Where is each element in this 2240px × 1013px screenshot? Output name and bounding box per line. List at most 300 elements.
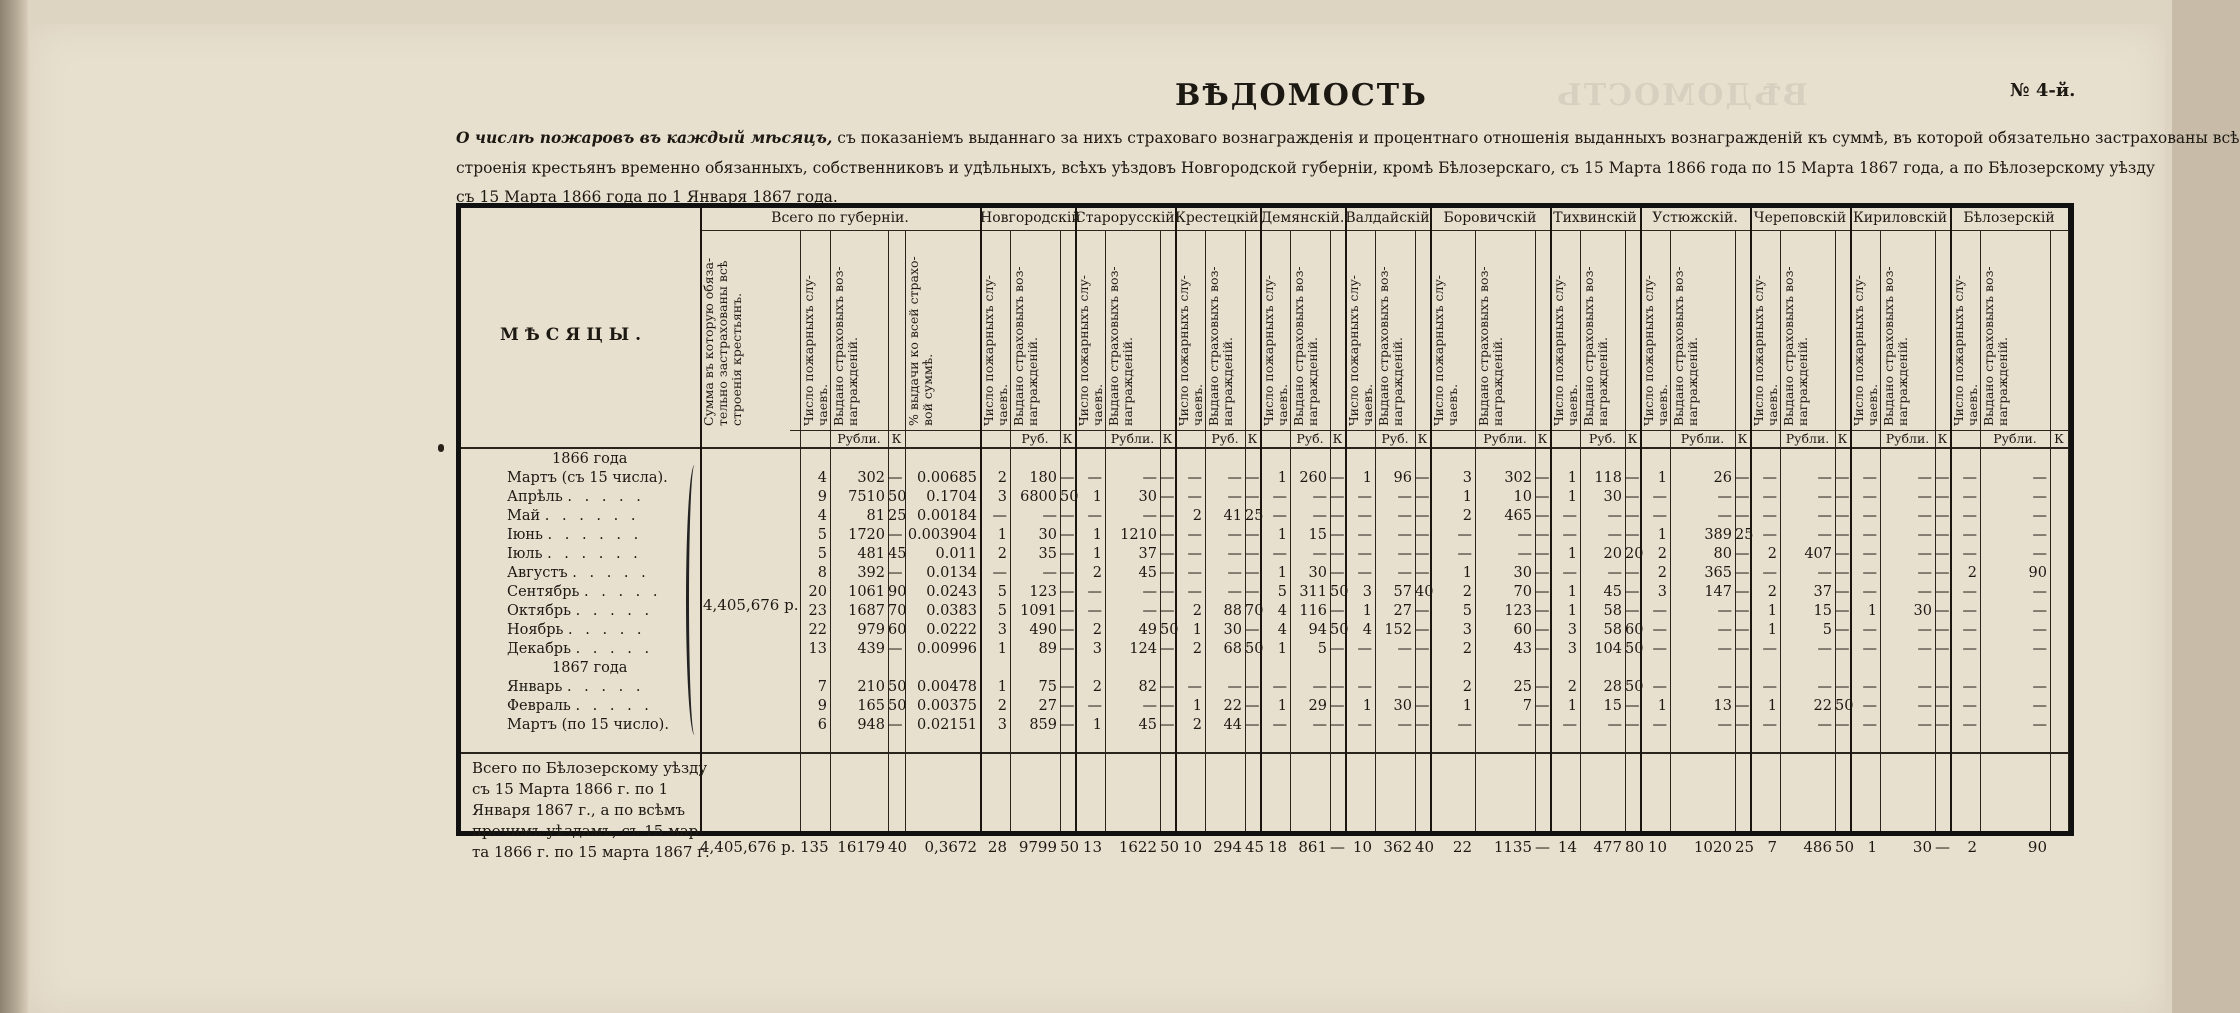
table-cell: —: [1312, 679, 1327, 695]
table-cell: 50: [888, 698, 907, 714]
table-cell: 1: [997, 527, 1007, 543]
table-cell: 260: [1299, 470, 1327, 486]
table-cell: —: [1272, 546, 1287, 562]
table-cell: 2: [1657, 546, 1667, 562]
months-column-header: МѢСЯЦЫ.: [500, 325, 648, 345]
table-cell: 0.011: [935, 546, 977, 562]
table-cell: 45: [1603, 584, 1622, 600]
table-cell: 45: [888, 546, 907, 562]
table-cell: —: [1935, 470, 1950, 486]
subtitle-line-1-text: съ показаніемъ выданнаго за нихъ страховаго вознагражденія и процентнаго отношенія выданныхъ вознагражденій къ суммѣ, въ которой обязательно застрахованы всѣ: [837, 129, 2240, 147]
table-cell: 30: [1138, 489, 1157, 505]
table-cell: —: [1817, 489, 1832, 505]
table-cell: —: [1357, 489, 1372, 505]
total-cell: 22: [1452, 838, 1472, 856]
total-cell: 30: [1912, 838, 1932, 856]
table-cell: 104: [1594, 641, 1622, 657]
table-cell: 68: [1223, 641, 1242, 657]
table-cell: 15: [1603, 698, 1622, 714]
table-cell: —: [1060, 622, 1075, 638]
table-cell: 1: [1567, 489, 1577, 505]
table-cell: 30: [1393, 698, 1412, 714]
table-cell: —: [1160, 603, 1175, 619]
table-cell: —: [1735, 641, 1750, 657]
table-cell: —: [1357, 641, 1372, 657]
table-cell: —: [1330, 603, 1345, 619]
table-cell: —: [2032, 641, 2047, 657]
table-cell: —: [1415, 470, 1430, 486]
table-cell: —: [1862, 565, 1877, 581]
table-cell: —: [1817, 527, 1832, 543]
table-cell: 1: [997, 679, 1007, 695]
table-cell: 50: [1835, 698, 1854, 714]
table-cell: —: [1862, 717, 1877, 733]
table-cell: —: [1735, 508, 1750, 524]
table-cell: —: [1060, 698, 1075, 714]
table-cell: 3: [1462, 622, 1472, 638]
table-cell: 392: [857, 565, 885, 581]
unit-kop-11: К: [2054, 431, 2064, 446]
table-cell: —: [1187, 679, 1202, 695]
table-cell: 2: [1462, 584, 1472, 600]
month-label-may: Май . . . . . .: [507, 508, 640, 524]
table-cell: —: [2032, 470, 2047, 486]
table-cell: 2: [1192, 508, 1202, 524]
table-cell: —: [1625, 584, 1640, 600]
table-cell: 10: [1513, 489, 1532, 505]
insured-sum-brace: [686, 465, 703, 735]
table-cell: —: [1457, 546, 1472, 562]
total-cell: 10: [1182, 838, 1202, 856]
table-cell: —: [1227, 470, 1242, 486]
table-cell: —: [1717, 641, 1732, 657]
total-cell: 7: [1767, 838, 1777, 856]
group-header-11: Бѣлозерскій: [1963, 210, 2055, 226]
table-cell: 407: [1804, 546, 1832, 562]
table-cell: —: [1245, 470, 1260, 486]
table-cell: 1720: [848, 527, 885, 543]
table-cell: 4: [817, 470, 827, 486]
month-label-october: Октябрь . . . . .: [507, 603, 654, 619]
table-cell: —: [1160, 679, 1175, 695]
table-cell: —: [1762, 508, 1777, 524]
table-cell: 60: [1625, 622, 1644, 638]
table-cell: 2: [1192, 717, 1202, 733]
table-cell: 0.00685: [917, 470, 977, 486]
table-cell: 13: [808, 641, 827, 657]
table-cell: —: [1087, 584, 1102, 600]
total-cell: 477: [1593, 838, 1622, 856]
group-header-6: Боровичскій: [1443, 210, 1537, 226]
table-cell: —: [1160, 527, 1175, 543]
table-cell: —: [1245, 679, 1260, 695]
table-cell: —: [1535, 679, 1550, 695]
unit-rub-1: Руб.: [1021, 431, 1049, 446]
table-cell: 70: [888, 603, 907, 619]
table-cell: —: [1227, 565, 1242, 581]
table-cell: 80: [1713, 546, 1732, 562]
table-cell: 15: [1813, 603, 1832, 619]
table-cell: —: [1625, 698, 1640, 714]
table-cell: 1: [1092, 546, 1102, 562]
table-cell: —: [1060, 717, 1075, 733]
table-cell: —: [1187, 470, 1202, 486]
table-cell: —: [1625, 470, 1640, 486]
table-cell: 1: [1657, 527, 1667, 543]
table-cell: 9: [817, 489, 827, 505]
table-cell: —: [2032, 489, 2047, 505]
table-cell: 2: [1192, 641, 1202, 657]
table-cell: —: [1762, 717, 1777, 733]
total-cell: 1020: [1693, 838, 1732, 856]
table-cell: 50: [1330, 584, 1349, 600]
table-cell: —: [1917, 622, 1932, 638]
table-cell: 25: [1735, 527, 1754, 543]
table-cell: —: [1862, 641, 1877, 657]
table-cell: —: [1625, 603, 1640, 619]
table-cell: —: [1357, 508, 1372, 524]
table-cell: —: [888, 470, 903, 486]
table-cell: —: [1160, 717, 1175, 733]
table-cell: 0.0222: [926, 622, 977, 638]
table-cell: —: [1330, 565, 1345, 581]
table-cell: —: [1935, 489, 1950, 505]
table-cell: —: [1917, 565, 1932, 581]
table-cell: —: [1962, 717, 1977, 733]
binding-spine: [0, 0, 28, 1013]
table-cell: —: [1060, 546, 1075, 562]
table-cell: —: [888, 527, 903, 543]
unit-kop-6: К: [1537, 431, 1548, 446]
table-cell: —: [1397, 679, 1412, 695]
table-cell: —: [1817, 717, 1832, 733]
table-cell: 123: [1504, 603, 1532, 619]
table-cell: 6800: [1020, 489, 1057, 505]
table-cell: 1687: [848, 603, 885, 619]
subheader-paid-10: Выдано страховыхъ воз- награжденій.: [1881, 266, 1910, 426]
table-cell: 1: [1657, 470, 1667, 486]
table-cell: —: [1962, 489, 1977, 505]
table-cell: —: [1535, 470, 1550, 486]
unit-kop-9: К: [1837, 431, 1848, 446]
total-cell: 80: [1625, 838, 1645, 856]
group-header-4: Демянскій.: [1260, 210, 1345, 226]
table-cell: 58: [1603, 622, 1622, 638]
table-cell: —: [1917, 489, 1932, 505]
table-cell: —: [2032, 717, 2047, 733]
group-header-8: Устюжскій.: [1652, 210, 1738, 226]
table-cell: —: [1397, 717, 1412, 733]
table-cell: —: [1862, 527, 1877, 543]
table-cell: —: [1245, 527, 1260, 543]
table-cell: —: [1245, 489, 1260, 505]
total-cell: 50: [1060, 838, 1080, 856]
table-cell: 302: [857, 470, 885, 486]
table-cell: —: [1762, 527, 1777, 543]
table-cell: —: [1415, 717, 1430, 733]
table-cell: 210: [857, 679, 885, 695]
table-cell: 50: [1060, 489, 1079, 505]
table-cell: 3: [1362, 584, 1372, 600]
unit-kop-1: К: [1062, 431, 1073, 446]
group-header-3: Крестецкій.: [1175, 210, 1263, 226]
table-cell: —: [1607, 565, 1622, 581]
table-cell: 30: [1308, 565, 1327, 581]
unit-rub-10: Рубли.: [1885, 431, 1930, 446]
table-cell: —: [1397, 641, 1412, 657]
total-cell: 40: [888, 838, 908, 856]
year-label-1866: 1866 года: [552, 451, 628, 467]
table-cell: 3: [1567, 641, 1577, 657]
table-cell: 2: [1092, 679, 1102, 695]
total-cell: 861: [1298, 838, 1327, 856]
table-cell: —: [1272, 717, 1287, 733]
table-cell: —: [1962, 527, 1977, 543]
table-cell: 15: [1308, 527, 1327, 543]
table-cell: 1: [1867, 603, 1877, 619]
table-cell: 50: [1160, 622, 1179, 638]
total-cell: 1622: [1118, 838, 1157, 856]
table-cell: 6: [817, 717, 827, 733]
total-cell: 13: [1082, 838, 1102, 856]
table-cell: —: [1397, 508, 1412, 524]
table-cell: 2: [1092, 565, 1102, 581]
table-cell: 43: [1513, 641, 1532, 657]
table-cell: 29: [1308, 698, 1327, 714]
table-cell: 2: [1657, 565, 1667, 581]
subheader-total-fires: Число пожарныхъ слу- чаевъ.: [801, 274, 830, 426]
table-cell: 0.00996: [917, 641, 977, 657]
table-cell: —: [1187, 584, 1202, 600]
table-cell: —: [1917, 641, 1932, 657]
month-label-january: Январь . . . . .: [507, 679, 645, 695]
table-cell: —: [1835, 641, 1850, 657]
subheader-paid-11: Выдано страховыхъ воз- награжденій.: [1981, 266, 2010, 426]
table-cell: 948: [857, 717, 885, 733]
table-cell: —: [1535, 508, 1550, 524]
table-cell: 50: [1330, 622, 1349, 638]
table-cell: —: [1835, 584, 1850, 600]
table-cell: —: [1357, 565, 1372, 581]
table-cell: —: [2032, 546, 2047, 562]
table-cell: —: [1535, 489, 1550, 505]
table-cell: —: [1330, 717, 1345, 733]
table-cell: —: [1060, 527, 1075, 543]
table-cell: —: [1245, 546, 1260, 562]
total-cell: 25: [1735, 838, 1755, 856]
pin-mark: [438, 444, 444, 452]
table-cell: —: [1357, 527, 1372, 543]
table-cell: 20: [1625, 546, 1644, 562]
table-cell: —: [1415, 489, 1430, 505]
table-cell: —: [1227, 584, 1242, 600]
subheader-fires-6: Число пожарныхъ слу- чаевъ.: [1431, 274, 1460, 426]
month-label-august: Августъ . . . . .: [507, 565, 650, 581]
table-cell: —: [1735, 565, 1750, 581]
table-cell: —: [1415, 622, 1430, 638]
table-cell: 2: [1767, 584, 1777, 600]
subheader-percent: % выдачи ко всей страхо- вой суммѣ.: [906, 256, 935, 426]
table-cell: 1: [1362, 603, 1372, 619]
table-cell: 152: [1384, 622, 1412, 638]
table-cell: 5: [997, 584, 1007, 600]
table-cell: 1: [1657, 698, 1667, 714]
group-header-9: Череповскій: [1753, 210, 1847, 226]
table-cell: —: [1245, 622, 1260, 638]
document-number: № 4-й.: [2010, 80, 2076, 101]
table-cell: —: [1652, 679, 1667, 695]
unit-rub-9: Рубли.: [1785, 431, 1830, 446]
table-cell: —: [1142, 603, 1157, 619]
table-cell: —: [2032, 622, 2047, 638]
table-cell: —: [1060, 584, 1075, 600]
table-cell: —: [1835, 603, 1850, 619]
table-cell: —: [1835, 622, 1850, 638]
subheader-fires-11: Число пожарныхъ слу- чаевъ.: [1951, 274, 1980, 426]
table-cell: 1: [1767, 698, 1777, 714]
table-cell: —: [1962, 603, 1977, 619]
total-cell: 18: [1267, 838, 1287, 856]
table-cell: 4: [817, 508, 827, 524]
table-cell: —: [1652, 603, 1667, 619]
table-cell: —: [1562, 527, 1577, 543]
table-cell: —: [1735, 717, 1750, 733]
table-cell: 365: [1704, 565, 1732, 581]
total-cell: 362: [1383, 838, 1412, 856]
table-cell: 49: [1138, 622, 1157, 638]
table-cell: —: [1762, 679, 1777, 695]
table-cell: 30: [1223, 622, 1242, 638]
table-cell: 23: [808, 603, 827, 619]
table-cell: 1: [997, 641, 1007, 657]
table-cell: —: [1862, 470, 1877, 486]
table-cell: 465: [1504, 508, 1532, 524]
table-cell: —: [1625, 717, 1640, 733]
group-header-5: Валдайскій: [1345, 210, 1430, 226]
table-cell: 2: [1567, 679, 1577, 695]
total-cell: 50: [1160, 838, 1180, 856]
table-cell: —: [1142, 470, 1157, 486]
table-cell: —: [1817, 679, 1832, 695]
subtitle-line-2: строенія крестьянъ временно обязанныхъ, собственниковъ и удѣльныхъ, всѣхъ уѣздовъ Новгородской губерніи, кромѣ Бѣлозерскаго, съ 15 Марта 1866 года по 15 Марта 1867 года, а по Бѣлозерскому уѣзду: [456, 159, 2156, 177]
table-cell: —: [1962, 698, 1977, 714]
table-cell: 0.0134: [926, 565, 977, 581]
table-cell: —: [1087, 470, 1102, 486]
table-cell: —: [1562, 565, 1577, 581]
document-title: ВѢДОМОСТЬ: [1175, 78, 1428, 113]
table-cell: 2: [997, 698, 1007, 714]
table-cell: 81: [866, 508, 885, 524]
table-cell: —: [1962, 641, 1977, 657]
table-cell: 25: [1513, 679, 1532, 695]
table-cell: —: [1060, 565, 1075, 581]
table-cell: 5: [817, 546, 827, 562]
table-cell: 41: [1223, 508, 1242, 524]
subheader-paid-5: Выдано страховыхъ воз- награжденій.: [1376, 266, 1405, 426]
table-cell: —: [1245, 698, 1260, 714]
table-cell: 1210: [1120, 527, 1157, 543]
table-cell: 4: [1362, 622, 1372, 638]
table-cell: 4: [1277, 622, 1287, 638]
table-cell: —: [1735, 603, 1750, 619]
table-cell: 5: [1822, 622, 1832, 638]
table-cell: —: [992, 565, 1007, 581]
table-cell: —: [1862, 679, 1877, 695]
table-cell: —: [1517, 527, 1532, 543]
table-cell: 1: [1767, 603, 1777, 619]
table-cell: 25: [1245, 508, 1264, 524]
table-cell: —: [1142, 698, 1157, 714]
table-cell: 2: [1462, 508, 1472, 524]
month-label-november: Ноябрь . . . . .: [507, 622, 646, 638]
table-cell: 1: [1092, 717, 1102, 733]
table-cell: 165: [857, 698, 885, 714]
table-cell: 58: [1603, 603, 1622, 619]
month-label-june: Іюнь . . . . . .: [507, 527, 643, 543]
table-cell: —: [1245, 565, 1260, 581]
table-cell: 0.0243: [926, 584, 977, 600]
subtitle-lead: О числѣ пожаровъ въ каждый мѣсяцъ,: [456, 128, 833, 147]
table-cell: —: [1060, 603, 1075, 619]
subheader-fires-5: Число пожарныхъ слу- чаевъ.: [1346, 274, 1375, 426]
total-cell: 45: [1245, 838, 1265, 856]
subheader-fires-7: Число пожарныхъ слу- чаевъ.: [1551, 274, 1580, 426]
table-cell: 44: [1223, 717, 1242, 733]
table-cell: 5: [817, 527, 827, 543]
table-cell: 1: [1567, 603, 1577, 619]
total-cell: 90: [2027, 838, 2047, 856]
table-cell: —: [1607, 717, 1622, 733]
table-cell: —: [1917, 698, 1932, 714]
table-cell: —: [1330, 508, 1345, 524]
table-cell: —: [1935, 546, 1950, 562]
table-cell: —: [1160, 546, 1175, 562]
subheader-paid-4: Выдано страховыхъ воз- награжденій.: [1291, 266, 1320, 426]
table-cell: —: [1142, 584, 1157, 600]
table-cell: 1: [1192, 622, 1202, 638]
month-label-february: Февраль . . . . .: [507, 698, 653, 714]
table-cell: 20: [1603, 546, 1622, 562]
table-cell: —: [1762, 565, 1777, 581]
table-cell: —: [2032, 527, 2047, 543]
table-cell: —: [1735, 698, 1750, 714]
subheader-insured-sum: Сумма въ которую обяза- тельно застрахованы всѣ строенія крестьянъ.: [701, 257, 744, 426]
table-cell: —: [1415, 508, 1430, 524]
table-cell: 30: [1513, 565, 1532, 581]
table-cell: 1: [1767, 622, 1777, 638]
table-cell: —: [1862, 489, 1877, 505]
total-cell: 14: [1557, 838, 1577, 856]
table-cell: 35: [1038, 546, 1057, 562]
table-cell: 60: [888, 622, 907, 638]
table-cell: 1: [1277, 470, 1287, 486]
table-cell: —: [1330, 679, 1345, 695]
header-bottom-rule: [461, 447, 2068, 449]
column-rule: [2068, 230, 2069, 831]
table-cell: —: [1187, 565, 1202, 581]
subheader-paid-2: Выдано страховыхъ воз- награжденій.: [1106, 266, 1135, 426]
table-cell: —: [1762, 641, 1777, 657]
table-cell: 5: [1277, 584, 1287, 600]
table-cell: —: [1935, 565, 1950, 581]
table-cell: —: [1917, 546, 1932, 562]
table-cell: —: [1935, 584, 1950, 600]
table-cell: —: [1917, 679, 1932, 695]
unit-rub-total: Рубли.: [837, 431, 881, 446]
table-cell: —: [1935, 717, 1950, 733]
table-cell: —: [1625, 527, 1640, 543]
table-cell: —: [1862, 584, 1877, 600]
